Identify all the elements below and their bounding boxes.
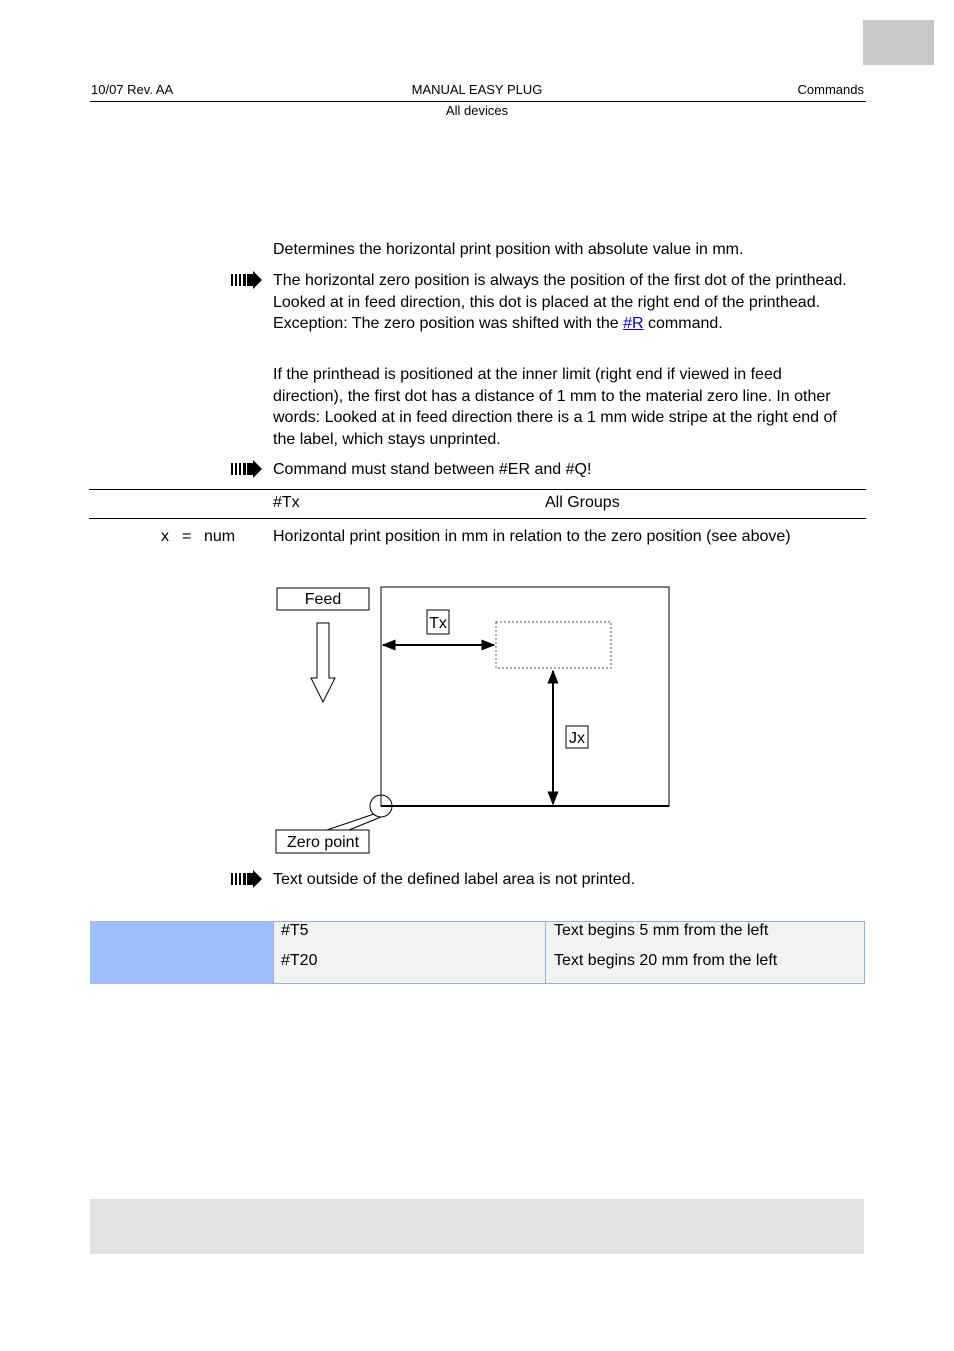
intro-text: Determines the horizontal print position with absolute value in mm. (273, 241, 744, 258)
label-area (381, 587, 669, 806)
header-rule (90, 101, 866, 102)
example-side-band (90, 921, 273, 984)
print-position-diagram (270, 580, 680, 858)
zero-point-leader (349, 817, 381, 830)
inner-limit-paragraph: If the printhead is positioned at the inner limit (right end if viewed in feed direction), the first dot has a distance of 1 mm to the material zero line. In other words: Looked at in feed direction there is a 1 mm wide stripe at the right end of the label, which stays unprinted. (273, 366, 837, 448)
example-description: Text begins 5 mm from the left (554, 922, 769, 939)
syntax-top-rule (89, 489, 866, 490)
zero-point-leader (327, 814, 374, 830)
syntax-command: #Tx (273, 494, 300, 511)
note-outside-area: Text outside of the defined label area is not printed. (273, 871, 636, 888)
note-zero-position-tail: command. (643, 315, 723, 332)
param-description: Horizontal print position in mm in relation to the zero position (see above) (273, 528, 791, 545)
header-title: MANUAL EASY PLUG (411, 82, 543, 97)
header-devices: All devices (445, 103, 509, 118)
header-section: Commands (797, 82, 864, 97)
feed-label: Feed (304, 591, 342, 608)
param-type: num (204, 528, 236, 545)
striped-arrow-icon (231, 271, 263, 289)
note-zero-position (273, 270, 853, 335)
footer-bar (90, 1199, 864, 1254)
param-name: x (161, 528, 169, 545)
striped-arrow-icon (231, 460, 263, 478)
jx-label: Jx (569, 730, 585, 747)
note-command-placement: Command must stand between #ER and #Q! (273, 461, 592, 478)
r-command-link[interactable]: #R (623, 315, 644, 332)
example-description: Text begins 20 mm from the left (554, 952, 778, 969)
text-field-box (496, 622, 611, 668)
example-command: #T20 (281, 952, 318, 969)
param-equals: = (182, 528, 192, 545)
syntax-bottom-rule (89, 518, 866, 519)
zero-point-label: Zero point (286, 834, 360, 851)
note-zero-position-text: The horizontal zero position is always the position of the first dot of the printhead. Looked at in feed direction, this dot is placed at the right end of the printhead. Exception: The zero position was shifted with the (273, 272, 847, 332)
tx-label: Tx (429, 615, 447, 632)
feed-arrow-icon (311, 623, 335, 702)
example-command: #T5 (281, 922, 309, 939)
header-revision: 10/07 Rev. AA (91, 82, 174, 97)
corner-tab (863, 20, 934, 65)
syntax-groups: All Groups (545, 494, 620, 511)
striped-arrow-icon (231, 870, 263, 888)
example-column-divider (545, 921, 546, 984)
